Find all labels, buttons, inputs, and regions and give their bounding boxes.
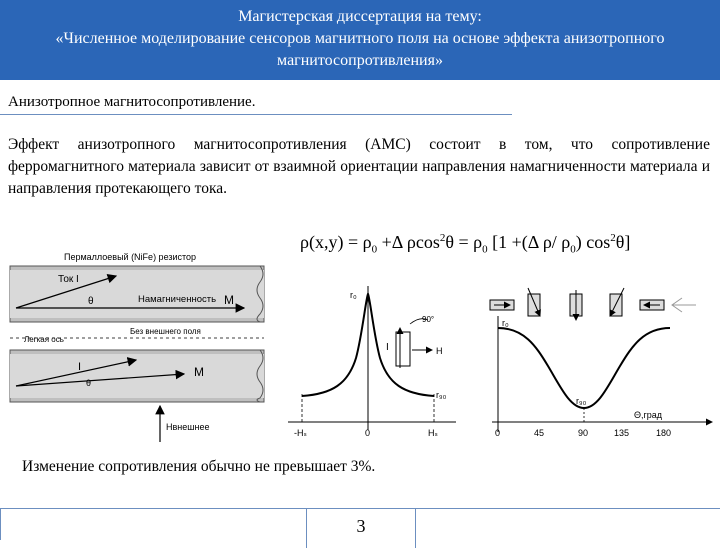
x-tick-0: 0 [495, 428, 501, 438]
m-label: M [224, 293, 234, 307]
footer-left-edge [0, 508, 1, 540]
magnetization-label: Намагниченность [138, 294, 217, 305]
permalloy-resistor-figure [6, 246, 274, 446]
title-line-1: Магистерская диссертация на тему: [238, 8, 482, 25]
h-external-label: Hвнешнее [166, 422, 210, 432]
resistance-vs-field-figure [282, 246, 462, 446]
x-tick-90: 90 [578, 428, 589, 438]
y-top-label: r₀ [502, 318, 509, 328]
y-bottom-label: r₉₀ [576, 396, 587, 406]
m-label-2: M [194, 365, 204, 379]
orientation-icons [490, 288, 696, 320]
x-tick-neg: -Hₛ [294, 428, 307, 438]
subtitle-underline [0, 114, 512, 115]
figure-caption: Изменение сопротивления обычно не превышает 3%. [22, 458, 376, 475]
x-tick-pos: Hₛ [428, 428, 438, 438]
angle-label: 90° [422, 315, 435, 324]
body-paragraph: Эффект анизотропного магнитосопротивления (АМС) состоит в том, что сопротивление ферромагнитного материала зависит от взаимной ориентации направления намагниченности материала и направления протекающего тока. [8, 136, 710, 197]
current-i-label: I [386, 342, 389, 353]
x-axis-label: Θ,град [634, 410, 663, 420]
x-tick-zero: 0 [365, 428, 371, 438]
inset-resistor [396, 332, 410, 366]
x-tick-180: 180 [656, 428, 672, 438]
amr-formula: $\rho(x,y) = \rho_0 +\Delta$ $\rho\cos^2\theta = \rho_0$ [1 +(Δ ρ/ $\rho_0$) $\cos^2\theta$] [300, 232, 631, 256]
i-label-2: I [78, 361, 82, 373]
title-banner [0, 0, 720, 80]
resistance-vs-angle-figure [484, 246, 716, 446]
title-line-3: магнитосопротивления» [277, 52, 443, 69]
current-label: Ток I [58, 274, 79, 285]
page-number: 3 [306, 508, 416, 548]
theta-label: θ [88, 296, 94, 307]
resistor-title: Пермаллоевый (NiFe) резистор [64, 252, 197, 262]
field-h-label: H [436, 346, 443, 356]
section-subtitle: Анизотропное магнитосопротивление. [8, 94, 256, 110]
theta-label-2: θ [86, 378, 92, 388]
no-field-label: Без внешнего поля [130, 327, 201, 336]
y-axis-label: r₀ [350, 290, 357, 300]
x-tick-135: 135 [614, 428, 630, 438]
x-tick-45: 45 [534, 428, 545, 438]
r90-label: r₉₀ [436, 390, 447, 400]
easy-axis-label: Легкая ось [24, 335, 64, 344]
title-line-2: «Численное моделирование сенсоров магнитного поля на основе эффекта анизотропного [55, 30, 665, 47]
